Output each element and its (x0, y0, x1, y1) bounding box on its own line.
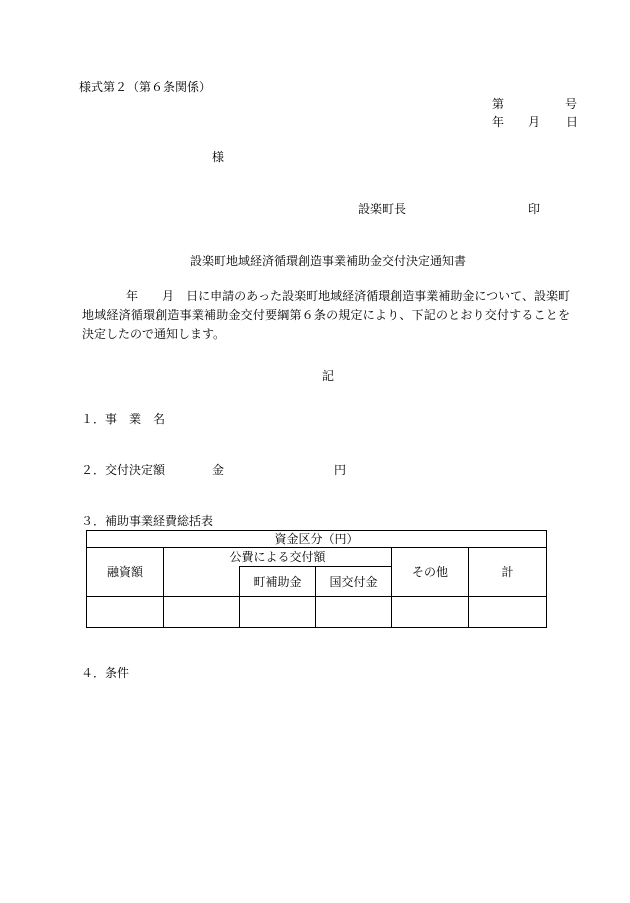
cell-other (392, 597, 469, 628)
date-month: 月 (528, 115, 541, 129)
item4 (81, 666, 129, 680)
header-public-grant: 公費による交付額 (164, 548, 392, 567)
item1 (81, 412, 165, 426)
body-paragraph (82, 287, 570, 344)
cell-loan (87, 597, 164, 628)
issuer-seal: 印 (528, 202, 541, 216)
ki-mark: 記 (322, 369, 335, 383)
item2 (81, 463, 165, 477)
date-day: 日 (566, 115, 579, 129)
cell-national (316, 597, 392, 628)
expense-summary-table (86, 530, 547, 628)
header-total: 計 (469, 548, 547, 597)
cell-total (469, 597, 547, 628)
body-date-year: 年 (126, 289, 139, 303)
header-loan: 融資額 (87, 548, 164, 597)
table-subheader-row (87, 548, 547, 567)
header-public-blank (164, 567, 240, 597)
item4-label: 条件 (105, 666, 130, 680)
date-year: 年 (492, 115, 505, 129)
doc-number-prefix: 第 (492, 97, 505, 111)
item2-label: 交付決定額 (105, 463, 166, 477)
cell-town (240, 597, 316, 628)
header-town-subsidy: 町補助金 (240, 567, 316, 597)
item1-number: １． (81, 412, 106, 426)
item2-currency-prefix: 金 (212, 463, 225, 477)
cell-public (164, 597, 240, 628)
document-title: 設楽町地域経済循環創造事業補助金交付決定通知書 (190, 254, 467, 268)
header-other: その他 (392, 548, 469, 597)
table-header-row (87, 531, 547, 548)
body-text: 日に申請のあった設楽町地域経済循環創造事業補助金について、設楽町地域経済循環創造事業補助金交付要綱第６条の規定により、下記のとおり交付することを決定したので通知します。 (82, 289, 570, 341)
doc-number-suffix: 号 (565, 97, 578, 111)
issuer-title: 設楽町長 (358, 202, 407, 216)
header-national-grant: 国交付金 (316, 567, 392, 597)
body-date-month: 月 (162, 289, 175, 303)
item1-label: 事 業 名 (105, 412, 166, 426)
table-row (87, 597, 547, 628)
item3-label: 補助事業経費総括表 (105, 514, 214, 528)
item4-number: ４． (81, 666, 106, 680)
item2-number: ２． (81, 463, 106, 477)
item3-number: ３． (81, 514, 106, 528)
item3 (81, 514, 213, 528)
recipient-suffix: 様 (212, 150, 225, 164)
header-funding-category: 資金区分（円） (87, 531, 547, 548)
form-label: 様式第２（第６条関係） (79, 80, 212, 94)
item2-currency-unit: 円 (334, 463, 347, 477)
